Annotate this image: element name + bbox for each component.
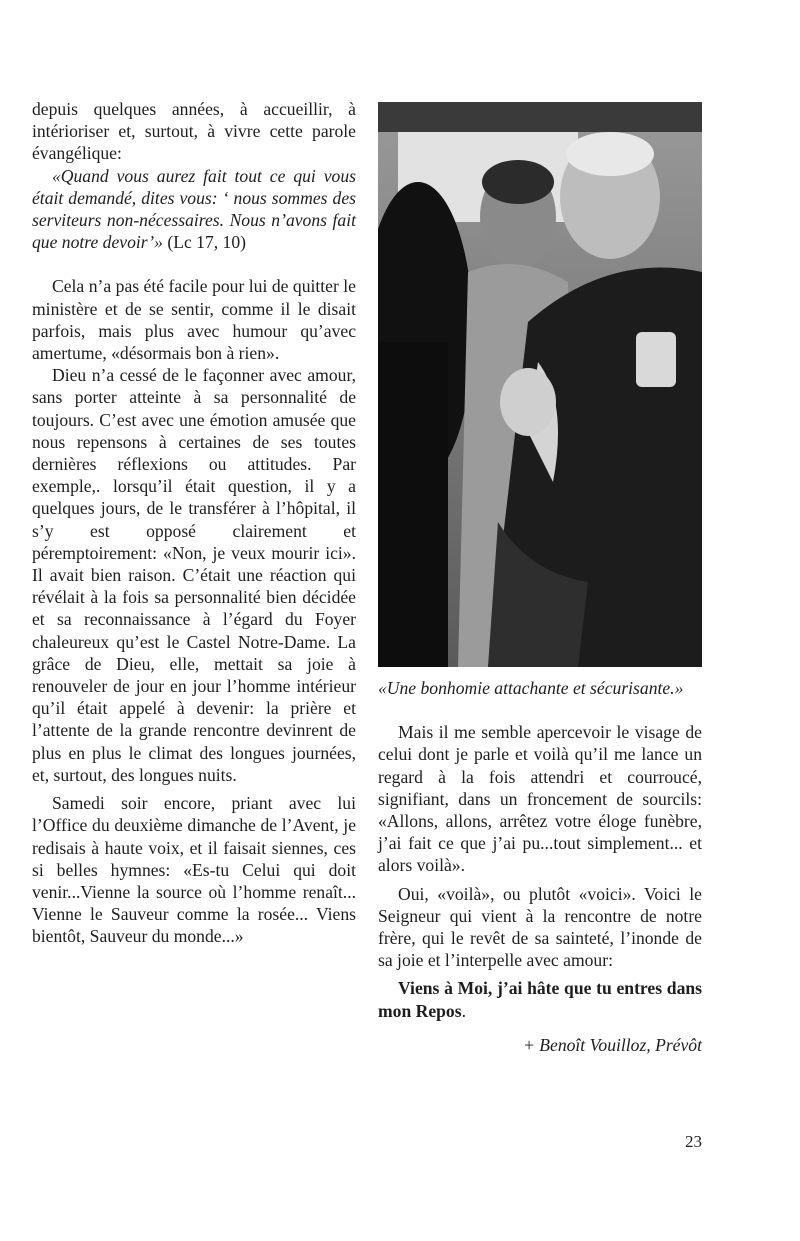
intro-paragraph: depuis quelques années, à accueillir, à intérioriser et, surtout, à vivre cette parole évangélique: <box>32 99 356 164</box>
paragraph-ministry: Cela n’a pas été facile pour lui de quitter le ministère et de se sentir, comme il le disait parfois, mais plus avec humour qu’avec amertume, «désormais bon à rien». <box>32 276 356 364</box>
paragraph-grace: Dieu n’a cessé de le façonner avec amour, sans porter atteinte à sa personnalité de toujours. C’est avec une émotion amusée que nous repensons à certaines de ses toutes dernières réflexions ou attitudes. Par exemple,. lorsqu’il était question, il y a quelques jours, de le transférer à l’hôpital, il s’y est opposé clairement et péremptoirement: «Non, je veux mourir ici». Il avait bien raison. C’était une réaction qui révélait à la fois sa personnalité bien décidée et sa reconnaissance à l’égard du Foyer chaleureux qu’est le Castel Notre-Dame. La grâce de Dieu, elle, mettait sa joie à renouveler de jour en jour l’homme intérieur qu’il était appelé à devenir: la prière et l’attente de la grande rencontre devinrent de plus en plus le climat des longues journées, et, surtout, des longues nuits. <box>32 365 356 785</box>
quote-text: «Quand vous aurez fait tout ce qui vous était demandé, dites vous: ‘ nous sommes des serviteurs non-nécessaires. Nous n’avons fait que notre devoir’» <box>32 165 356 253</box>
left-column <box>32 98 356 948</box>
page-number: 23 <box>685 1132 702 1151</box>
invitation-text: Viens à Moi, j’ai hâte que tu entres dans mon Repos <box>378 978 702 1021</box>
portrait-photo <box>378 102 702 667</box>
invitation-period: . <box>461 1000 466 1021</box>
paragraph-advent: Samedi soir encore, priant avec lui l’Office du deuxième dimanche de l’Avent, je redisais à haute voix, et il faisait siennes, ces si belles hymnes: «Es-tu Celui qui doit venir...Vienne la source où l’homme renaît... Vienne le Sauveur comme la rosée... Viens bientôt, Sauveur du monde...» <box>32 793 356 947</box>
photo-caption: «Une bonhomie attachante et sécurisante.» <box>378 678 684 698</box>
quote-reference: (Lc 17, 10) <box>162 232 247 253</box>
author-signature: + Benoît Vouilloz, Prévôt <box>523 1034 702 1055</box>
right-column <box>378 102 702 1056</box>
closing-invitation <box>378 977 702 1021</box>
paragraph-vision: Mais il me semble apercevoir le visage de celui dont je parle et voilà qu’il me lance un regard à la fois attendri et courroucé, signifiant, dans un froncement de sourcils: «Allons, allons, arrêtez votre éloge funèbre, j’ai fait ce que j’ai pu...tout simplement... et alors voilà». <box>378 722 702 876</box>
paragraph-voici: Oui, «voilà», ou plutôt «voici». Voici le Seigneur qui vient à la rencontre de notre frère, qui le revêt de sa sainteté, l’inonde de sa joie et l’interpelle avec amour: <box>378 883 702 971</box>
gospel-quote <box>32 165 356 254</box>
